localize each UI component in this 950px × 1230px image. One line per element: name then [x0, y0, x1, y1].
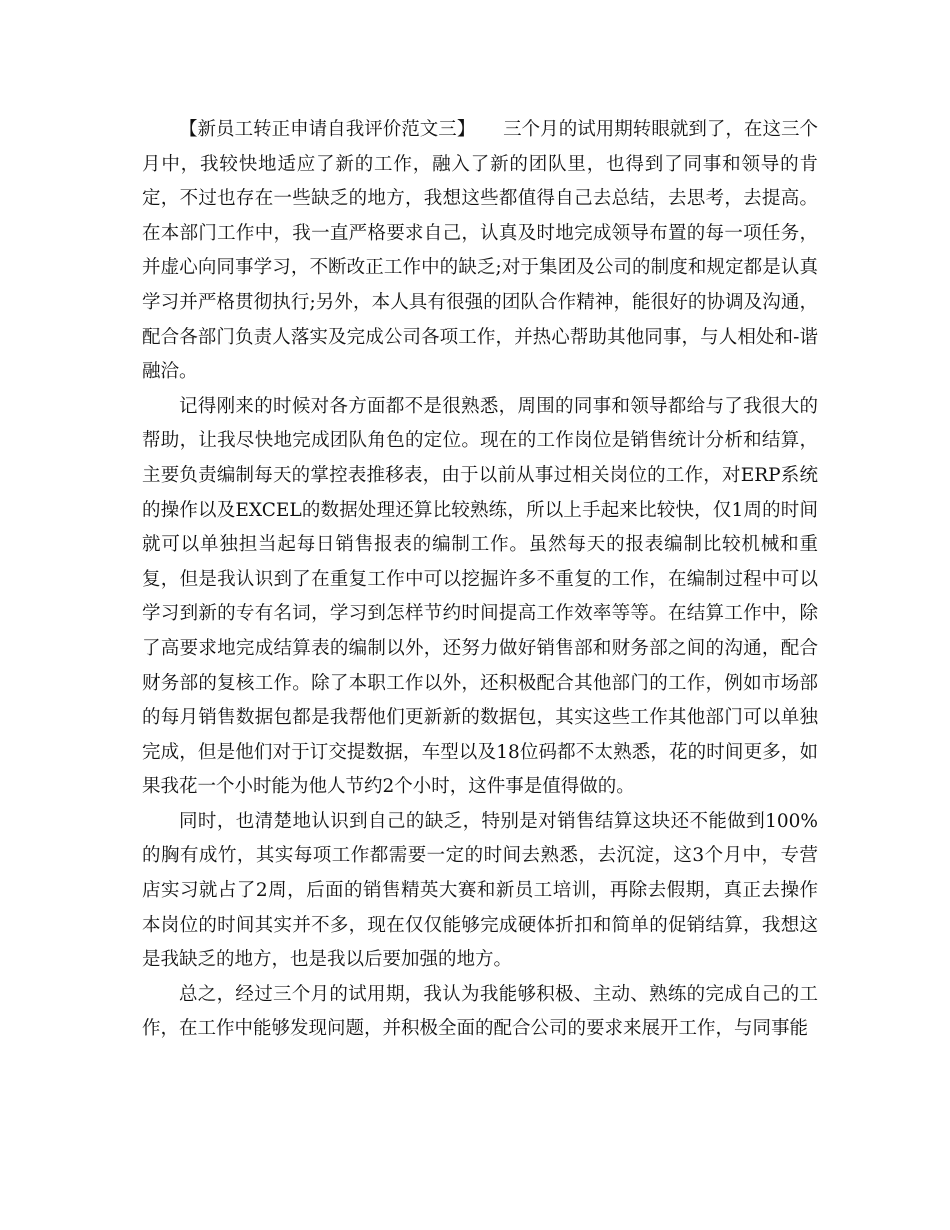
document-body — [142, 113, 818, 1047]
paragraph-4: 总之，经过三个月的试用期，我认为我能够积极、主动、熟练的完成自己的工作，在工作中能够发现问题，并积极全面的配合公司的要求来展开工作，与同事能 — [142, 983, 818, 1040]
paragraph-2: 记得刚来的时候对各方面都不是很熟悉，周围的同事和领导都给与了我很大的帮助，让我尽快地完成团队角色的定位。现在的工作岗位是销售统计分析和结算，主要负责编制每天的掌控表推移表，由于以前从事过相关岗位的工作，对ERP系统的操作以及EXCEL的数据处理还算比较熟练，所以上手起来比较快，仅1周的时间就可以单独担当起每日销售报表的编制工作。虽然每天的报表编制比较机械和重复，但是我认识到了在重复工作中可以挖掘许多不重复的工作，在编制过程中可以学习到新的专有名词，学习到怎样节约时间提高工作效率等等。在结算工作中，除了高要求地完成结算表的编制以外，还努力做好销售部和财务部之间的沟通，配合财务部的复核工作。除了本职工作以外，还积极配合其他部门的工作，例如市场部的每月销售数据包都是我帮他们更新新的数据包，其实这些工作其他部门可以单独完成，但是他们对于订交提数据，车型以及18位码都不太熟悉，花的时间更多，如果我花一个小时能为他人节约2个小时，这件事是值得做的。 — [142, 395, 818, 798]
paragraph-1: 【新员工转正申请自我评价范文三】 三个月的试用期转眼就到了，在这三个月中，我较快地适应了新的工作，融入了新的团队里，也得到了同事和领导的肯定，不过也存在一些缺乏的地方，我想这些都值得自己去总结，去思考，去提高。在本部门工作中，我一直严格要求自己，认真及时地完成领导布置的每一项任务，并虚心向同事学习，不断改正工作中的缺乏;对于集团及公司的制度和规定都是认真学习并严格贯彻执行;另外，本人具有很强的团队合作精神，能很好的协调及沟通，配合各部门负责人落实及完成公司各项工作，并热心帮助其他同事，与人相处和-谐融洽。 — [142, 119, 818, 383]
paragraph-3: 同时，也清楚地认识到自己的缺乏，特别是对销售结算这块还不能做到100%的胸有成竹，其实每项工作都需要一定的时间去熟悉，去沉淀，这3个月中，专营店实习就占了2周，后面的销售精英大赛和新员工培训，再除去假期，真正去操作本岗位的时间其实并不多，现在仅仅能够完成硬体折扣和简单的促销结算，我想这是我缺乏的地方，也是我以后要加强的地方。 — [142, 810, 818, 971]
